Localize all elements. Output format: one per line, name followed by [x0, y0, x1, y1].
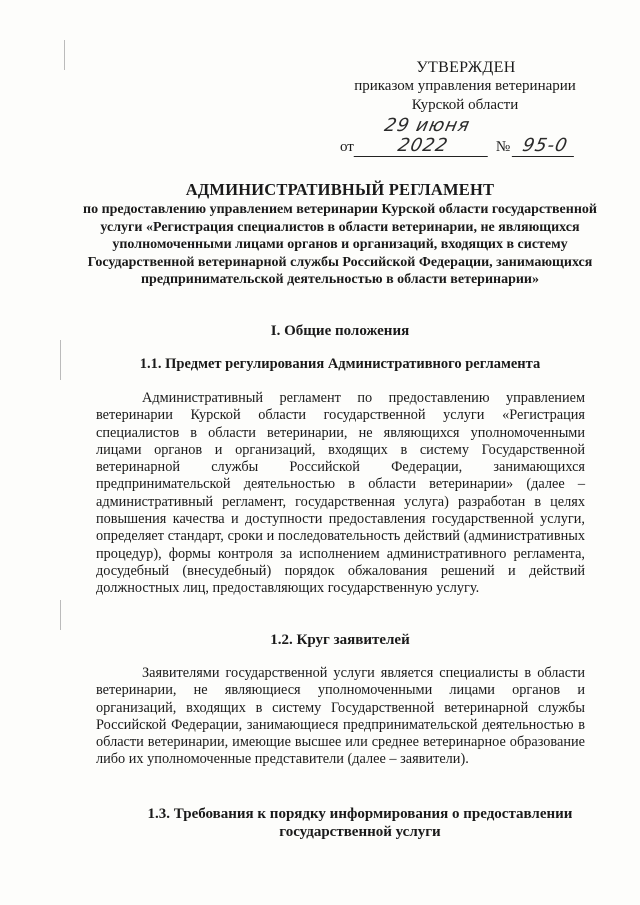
title-subtitle: по предоставлению управлением ветеринарии Курской области государственной услуги «Регистрация специалистов в области ветеринарии, не являющихся уполномоченными лицами органов и организаций, входящих в систему Государственной ветеринарной службы Российской Федерации, занимающихся предпринимательской деятельностью в области ветеринарии» — [83, 202, 597, 288]
section-heading-1-3: 1.3. Требования к порядку информирования о предоставлении государственной услуги — [147, 806, 573, 840]
handwritten-date: 29 июня 2022 — [354, 116, 497, 157]
approval-region-line: Курской области — [411, 97, 519, 113]
section-heading-1-1: 1.1. Предмет регулирования Административного регламента — [139, 356, 541, 372]
document-title — [80, 180, 600, 289]
date-prefix: от — [340, 139, 354, 155]
scan-margin-mark — [60, 340, 61, 380]
approval-order-line: приказом управления ветеринарии — [354, 78, 576, 94]
title-main: АДМИНИСТРАТИВНЫЙ РЕГЛАМЕНТ — [185, 180, 495, 199]
scan-margin-mark — [64, 40, 65, 70]
paragraph-applicants: Заявителями государственной услуги является специалисты в области ветеринарии, не являющиеся уполномоченными лицами органов и организаций, входящих в систему Государственной ветеринарной службы Российской Федерации, занимающиеся предпринимательской деятельностью в области ветеринарии, имеющие высшее или среднее ветеринарное образование либо их уполномоченные представители (далее – заявители). — [96, 665, 585, 768]
scan-margin-mark — [60, 600, 61, 630]
paragraph-subject: Административный регламент по предоставлению управлением ветеринарии Курской области государственной услуги «Регистрация специалистов в области ветеринарии, не являющихся уполномоченными лицами органов и организаций, входящих в систему Государственной ветеринарной службы Российской Федерации, занимающихся предпринимательской деятельностью в области ветеринарии» (далее – административный регламент, государственная услуга) разработан в целях повышения качества и доступности предоставления государственной услуги, определяет стандарт, сроки и последовательность действий (административных процедур), формы контроля за исполнением административного регламента, досудебный (внесудебный) порядок обжалования решений и действий должностных лиц, предоставляющих государственную услугу. — [96, 390, 585, 597]
section-heading-general: I. Общие положения — [270, 323, 410, 339]
section-heading-1-2: 1.2. Круг заявителей — [270, 632, 410, 648]
approval-date-line — [340, 116, 590, 157]
approval-stamp-block — [340, 58, 590, 157]
number-sign: № — [495, 139, 511, 155]
handwritten-number: 95-0 — [512, 136, 578, 157]
approval-heading: УТВЕРЖДЕН — [416, 59, 516, 76]
